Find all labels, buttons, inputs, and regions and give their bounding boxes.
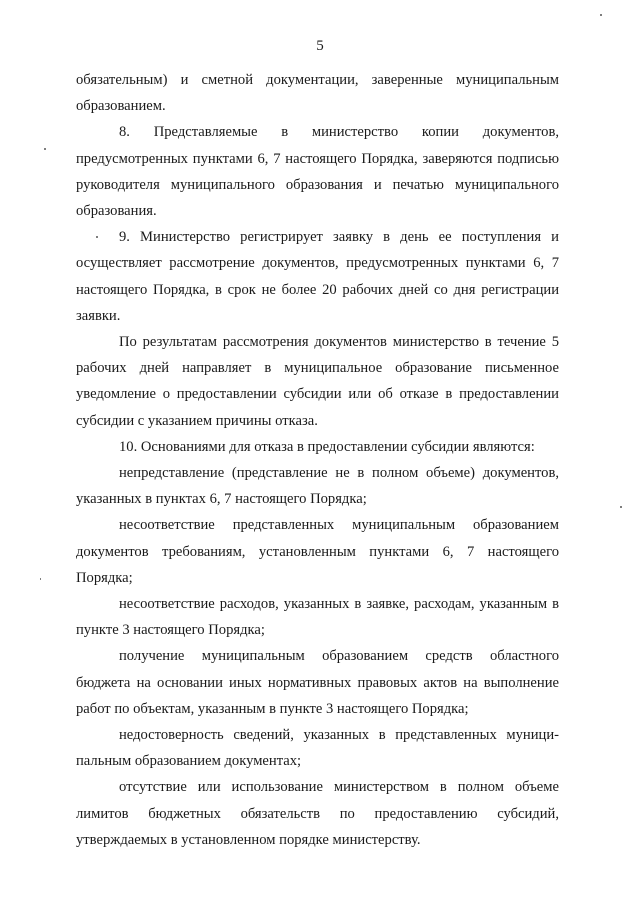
paragraph-item-8: 8. Представляемые в министерство копии документов, предусмотренных пунктами 6, 7 настоящего Порядка, заверяются подписью руководителя муниципального образования и печатью муниципального образования.	[76, 124, 559, 220]
paragraph-item-10: 10. Основаниями для отказа в предоставлении субсидии являются:	[119, 438, 535, 455]
paragraph-ground-3: несоответствие расходов, указанных в заявке, расходам, указанным в пункте 3 настоящего Порядка;	[76, 596, 559, 639]
page-number: 5	[316, 38, 324, 54]
scan-speck	[96, 236, 98, 238]
paragraph-item-9: 9. Министерство регистрирует заявку в день ее поступления и осуществляет рассмотрение документов, предусмотренных пунктами 6, 7 настоящего Порядка, в срок не более 20 рабочих дней со дня регистрации заявки.	[76, 229, 559, 324]
document-body	[76, 67, 559, 853]
scan-speck	[620, 506, 622, 508]
scan-speck	[40, 578, 41, 580]
paragraph-continuation: обязательным) и сметной документации, заверенные муниципальным образованием.	[76, 72, 559, 115]
paragraph-review-results: По результатам рассмотрения документов министерство в течение 5 рабочих дней направляет в муниципальное образование письменное уведомление о предоставлении субсидии или об отказе в предоставлении субсидии с указанием причины отказа.	[76, 334, 559, 429]
paragraph-ground-1: непредставление (представление не в полном объеме) документов, указанных в пунктах 6, 7 настоящего Порядка;	[76, 465, 559, 508]
paragraph-ground-4: получение муниципальным образованием средств областного бюджета на основании иных нормативных правовых актов на выполнение работ по объектам, указанным в пункте 3 настоящего Порядка;	[76, 648, 559, 717]
paragraph-ground-2: несоответствие представленных муниципальным образованием документов требованиям, установленным пунктами 6, 7 настоящего Порядка;	[76, 517, 559, 586]
paragraph-ground-5: недостоверность сведений, указанных в представленных муници-пальным образованием документах;	[76, 727, 559, 770]
scan-speck	[44, 148, 46, 150]
paragraph-ground-6: отсутствие или использование министерством в полном объеме лимитов бюджетных обязательств по предоставлению субсидий, утверждаемых в установленном порядке министерству.	[76, 779, 559, 848]
scan-speck	[600, 14, 602, 16]
